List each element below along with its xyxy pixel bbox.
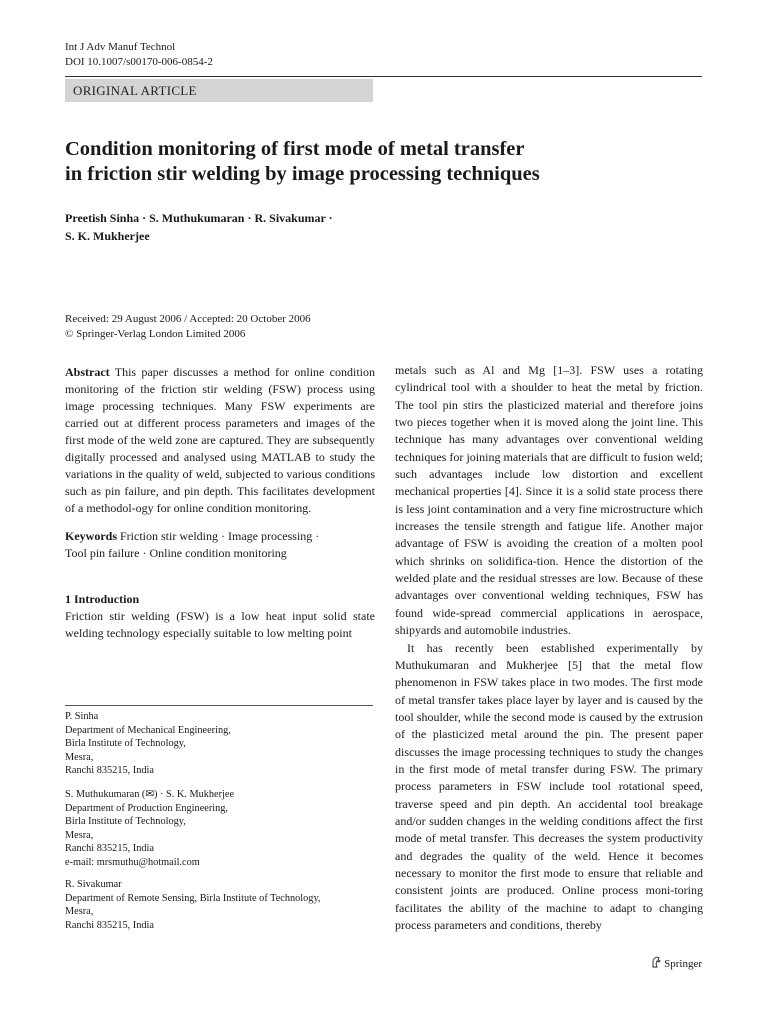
- aff-line: Ranchi 835215, India: [65, 843, 154, 854]
- authors-line-2: S. K. Mukherjee: [65, 229, 150, 243]
- journal-header: [65, 40, 213, 70]
- title-line-2: in friction stir welding by image processing techniques: [65, 163, 540, 185]
- aff-line: P. Sinha: [65, 711, 99, 722]
- abstract-text: This paper discusses a method for online condition monitoring of the friction stir welding (FSW) process using image processing techniques. Many FSW experiments are carried out at different process parameters and images of the first mode of the weld zone are captured. They are subsequently digitally processed and analysed using MATLAB to study the variations in the quality of weld, subjected to various conditions such as pin failure, and pin depth. This facilitates development of a methodol-ogy for online condition monitoring.: [65, 365, 375, 515]
- journal-name: Int J Adv Manuf Technol: [65, 41, 176, 53]
- intro-paragraph: Friction stir welding (FSW) is a low heat input solid state welding technology especially suitable to low melting point: [65, 609, 375, 640]
- title-line-1: Condition monitoring of first mode of metal transfer: [65, 138, 525, 160]
- received-date: Received: 29 August 2006 / Accepted: 20 October 2006: [65, 313, 311, 325]
- email-link[interactable]: e-mail: mrsmuthu@hotmail.com: [65, 856, 200, 868]
- abstract: [65, 364, 375, 517]
- aff-line: Mesra,: [65, 829, 94, 841]
- affiliation-2: [65, 788, 375, 869]
- publisher-footer: [651, 956, 702, 971]
- footnote-rule: [65, 705, 373, 706]
- authors-line-1: Preetish Sinha · S. Muthukumaran · R. Sivakumar ·: [65, 211, 333, 225]
- article-type-banner: ORIGINAL ARTICLE: [65, 79, 373, 102]
- section-heading: 1 Introduction: [65, 592, 140, 606]
- keywords-line-2: Tool pin failure · Online condition monitoring: [65, 546, 287, 560]
- aff-line: Birla Institute of Technology,: [65, 816, 186, 827]
- publication-dates: [65, 312, 311, 342]
- doi: DOI 10.1007/s00170-006-0854-2: [65, 56, 213, 68]
- right-column: [395, 362, 703, 934]
- abstract-label: Abstract: [65, 365, 110, 379]
- aff-line: Ranchi 835215, India: [65, 919, 154, 931]
- left-column: [65, 364, 375, 642]
- aff-line: Department of Production Engineering,: [65, 802, 228, 814]
- keywords-line-1: Friction stir welding · Image processing ·: [120, 529, 320, 543]
- aff-line: Department of Mechanical Engineering,: [65, 724, 231, 736]
- affiliation-3: [65, 878, 375, 932]
- paper-title: [65, 137, 705, 187]
- aff-line: S. Muthukumaran (✉) · S. K. Mukherjee: [65, 789, 235, 800]
- metal-flow-paragraph: It has recently been established experimentally by Muthukumaran and Mukherjee [5] that the metal flow phenomenon in FSW takes place in two modes. The first mode of metal transfer takes place layer by layer and is caused by the tool shoulder, while the second mode is caused by the extrusion of the plasticized metal around the pin. The present paper discusses the image processing techniques to study the changes in the first mode of metal transfer during FSW. The primary process parameters in FSW include tool rotational speed, traverse speed and pin depth. An accidental tool breakage and/or sudden changes in the welding conditions affect the first mode of metal transfer. This decreases the system productivity and degrades the quality of the weld. Hence it becomes necessary to monitor the first mode to ensure that reliable and consistent joints are produced. Online process moni-toring facilitates the ability of the machine to adapt to changing process parameters and conditions, thereby: [395, 640, 703, 932]
- aff-line: Mesra,: [65, 751, 94, 763]
- aff-line: Mesra,: [65, 906, 94, 917]
- aff-line: Ranchi 835215, India: [65, 765, 154, 776]
- publisher-name: Springer: [664, 957, 702, 970]
- intro-continued-paragraph: metals such as Al and Mg [1–3]. FSW uses a rotating cylindrical tool with a shoulder to heat the metal by friction. The tool pin stirs the plasticized material and therefore joins two pieces together when it is moved along the joint line. This technique has many advantages over conventional welding techniques for joining materials that are difficult to fusion weld; such advantages include low distortion and excellent mechanical properties [4]. Since it is a solid state process there is less joint contamination and a very fine microstructure which increases the tensile strength and fatigue life. Another major advantage of FSW is avoiding the creation of a molten pool which shrinks on solidifica-tion. Hence the distortion of the welded plate and the residual stresses are low. Because of these advantages over conventional welding techniques, FSW has found wide-spread commercial applications in aerospace, shipyards and automobile industries.: [395, 363, 703, 638]
- aff-line: Department of Remote Sensing, Birla Institute of Technology,: [65, 892, 321, 904]
- aff-line: Birla Institute of Technology,: [65, 738, 186, 749]
- author-list: [65, 209, 333, 245]
- springer-horse-icon: [651, 956, 661, 971]
- header-rule: [65, 76, 702, 77]
- affiliation-1: [65, 710, 375, 778]
- keywords-label: Keywords: [65, 529, 117, 543]
- aff-line: R. Sivakumar: [65, 879, 122, 890]
- copyright-notice: © Springer-Verlag London Limited 2006: [65, 328, 246, 340]
- keywords: [65, 528, 375, 562]
